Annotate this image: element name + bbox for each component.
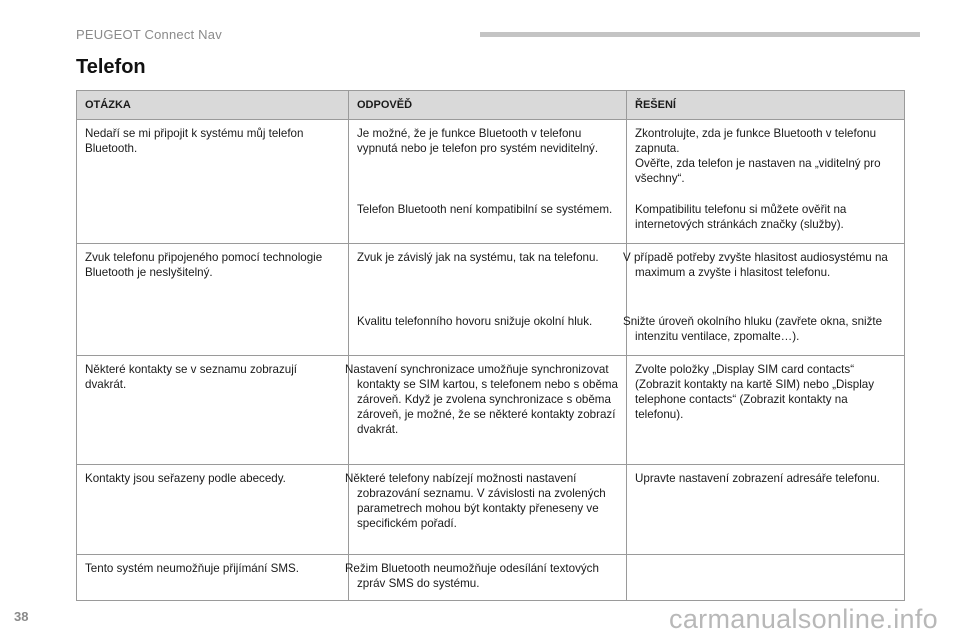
answer-cell: Telefon Bluetooth není kompatibilní se systémem. [349,196,627,244]
solution-cell: Kompatibilitu telefonu si můžete ověřit na internetových stránkách značky (služby). [627,196,905,244]
column-header-solution: ŘEŠENÍ [627,91,905,120]
table-header-row [77,91,905,120]
answer-cell: Režim Bluetooth neumožňuje odesílání textových zpráv SMS do systému. [349,555,627,601]
solution-cell: Snižte úroveň okolního hluku (zavřete okna, snižte intenzitu ventilace, zpomalte…). [627,308,905,356]
solution-cell [627,120,905,196]
table-row [77,120,905,196]
answer-cell: Zvuk je závislý jak na systému, tak na telefonu. [349,244,627,308]
solution-cell [627,555,905,601]
table-row [77,555,905,601]
column-header-question: OTÁZKA [77,91,349,120]
solution-line: Ověřte, zda telefon je nastaven na „viditelný pro všechny“. [635,157,881,185]
question-cell: Kontakty jsou seřazeny podle abecedy. [77,465,349,555]
solution-cell: V případě potřeby zvyšte hlasitost audiosystému na maximum a zvyšte i hlasitost telefonu. [627,244,905,308]
page-number: 38 [14,609,29,624]
header-divider-bar [480,32,920,37]
section-header: PEUGEOT Connect Nav [76,27,222,42]
table-row [77,244,905,308]
solution-line: Zkontrolujte, zda je funkce Bluetooth v telefonu zapnuta. [635,127,877,155]
table-row [77,465,905,555]
answer-cell: Je možné, že je funkce Bluetooth v telefonu vypnutá nebo je telefon pro systém neviditelný. [349,120,627,196]
solution-cell: Zvolte položky „Display SIM card contacts“ (Zobrazit kontakty na kartě SIM) nebo „Display telephone contacts“ (Zobrazit kontakty na telefonu). [627,356,905,465]
watermark-text: carmanualsonline.info [669,604,938,634]
faq-table [76,90,905,601]
question-cell: Nedaří se mi připojit k systému můj telefon Bluetooth. [77,120,349,244]
solution-cell: Upravte nastavení zobrazení adresáře telefonu. [627,465,905,555]
question-cell: Zvuk telefonu připojeného pomocí technologie Bluetooth je neslyšitelný. [77,244,349,356]
column-header-answer: ODPOVĚĎ [349,91,627,120]
question-cell: Tento systém neumožňuje přijímání SMS. [77,555,349,601]
answer-cell: Některé telefony nabízejí možnosti nastavení zobrazování seznamu. V závislosti na zvolených parametrech mohou být kontakty přeneseny ve specifickém pořadí. [349,465,627,555]
table-row [77,356,905,465]
answer-cell: Kvalitu telefonního hovoru snižuje okolní hluk. [349,308,627,356]
answer-cell: Nastavení synchronizace umožňuje synchronizovat kontakty se SIM kartou, s telefonem nebo s oběma zároveň. Když je zvolena synchronizace s oběma zároveň, je možné, že se některé kontakty zobrazí dvakrát. [349,356,627,465]
question-cell: Některé kontakty se v seznamu zobrazují dvakrát. [77,356,349,465]
page-title: Telefon [76,56,146,78]
